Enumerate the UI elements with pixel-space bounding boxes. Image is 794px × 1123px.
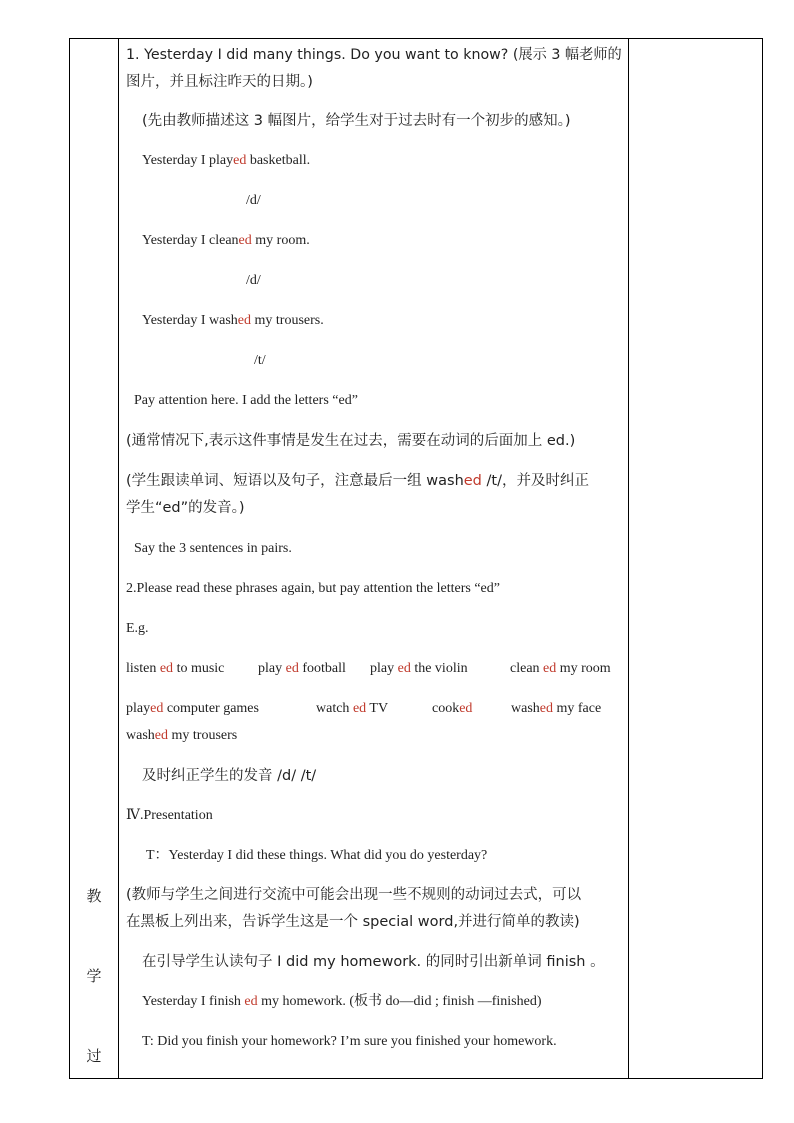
phonetic-mark: /t/: [254, 353, 266, 368]
lesson-plan-table: [69, 38, 763, 1079]
ed-suffix: ed: [285, 661, 299, 676]
column-divider-left: [118, 39, 119, 1078]
text-line: Pay attention here. I add the letters “ed”: [134, 393, 358, 408]
phrase-item: clean ed my room: [510, 661, 611, 676]
text-line: (先由教师描述这 3 幅图片，给学生对于过去时有一个初步的感知。): [142, 113, 571, 129]
text-line: Say the 3 sentences in pairs.: [134, 541, 292, 556]
text-line: 在黑板上列出来，告诉学生这是一个 special word,并进行简单的教读): [126, 914, 580, 930]
text-line: 及时纠正学生的发音 /d/ /t/: [142, 768, 317, 784]
section-heading: Ⅳ.Presentation: [126, 808, 213, 823]
text-line: 在引导学生认读句子 I did my homework. 的同时引出新单词 finish 。: [142, 954, 605, 970]
text-line: Yesterday I cleaned my room.: [142, 233, 310, 248]
ed-suffix: ed: [543, 661, 557, 676]
text-line: T: Did you finish your homework? I’m sure you finished your homework.: [142, 1034, 557, 1049]
side-label-char-3: 过: [86, 1047, 102, 1065]
phrase-item: play ed football: [258, 661, 346, 676]
side-label-char-2: 学: [86, 967, 102, 985]
phonetic-mark: /d/: [246, 273, 261, 288]
side-label-char-1: 教: [86, 887, 102, 905]
phrase-item: washed my face: [511, 701, 602, 716]
ed-suffix: ed: [352, 701, 367, 716]
ed-suffix: ed: [238, 233, 252, 248]
text-line: 2.Please read these phrases again, but pay attention the letters “ed”: [126, 581, 500, 596]
ed-suffix: ed: [237, 313, 252, 328]
ed-suffix: ed: [397, 661, 411, 676]
phrase-item: watch ed TV: [316, 701, 389, 716]
ed-suffix: ed: [159, 661, 174, 676]
text-line: Yesterday I washed my trousers.: [142, 313, 324, 328]
ed-suffix: ed: [154, 728, 168, 743]
ed-suffix: ed: [150, 701, 164, 716]
phrase-item: played computer games: [126, 701, 259, 716]
phonetic-mark: /d/: [246, 193, 261, 208]
text-line: 学生“ed”的发音。): [126, 500, 245, 516]
text-line: (教师与学生之间进行交流中可能会出现一些不规则的动词过去式，可以: [126, 887, 582, 903]
ed-suffix: ed: [459, 701, 473, 716]
ed-suffix: ed: [233, 153, 247, 168]
text-line: (学生跟读单词、短语以及句子，注意最后一组 washed /t/，并及时纠正: [126, 473, 589, 489]
text-line: Yesterday I finish ed my homework. (板书 do—did ; finish —finished): [142, 994, 542, 1009]
text-line: T：Yesterday I did these things. What did you do yesterday?: [146, 848, 488, 863]
text-line: 图片，并且标注昨天的日期。): [126, 74, 313, 90]
text-line: (通常情况下,表示这件事情是发生在过去，需要在动词的后面加上 ed.): [126, 433, 576, 449]
ed-suffix: ed: [244, 994, 258, 1009]
ed-suffix: ed: [539, 701, 553, 716]
phrase-item: washed my trousers: [126, 728, 238, 743]
phrase-item: cooked: [432, 701, 473, 716]
column-divider-right: [628, 39, 629, 1078]
phrase-item: listen ed to music: [126, 661, 225, 676]
text-line: 1. Yesterday I did many things. Do you want to know? (展示 3 幅老师的: [126, 47, 622, 63]
text-line: E.g.: [126, 621, 149, 636]
ed-suffix: ed: [463, 473, 482, 489]
phrase-item: play ed the violin: [370, 661, 468, 676]
text-line: Yesterday I played basketball.: [142, 153, 311, 168]
